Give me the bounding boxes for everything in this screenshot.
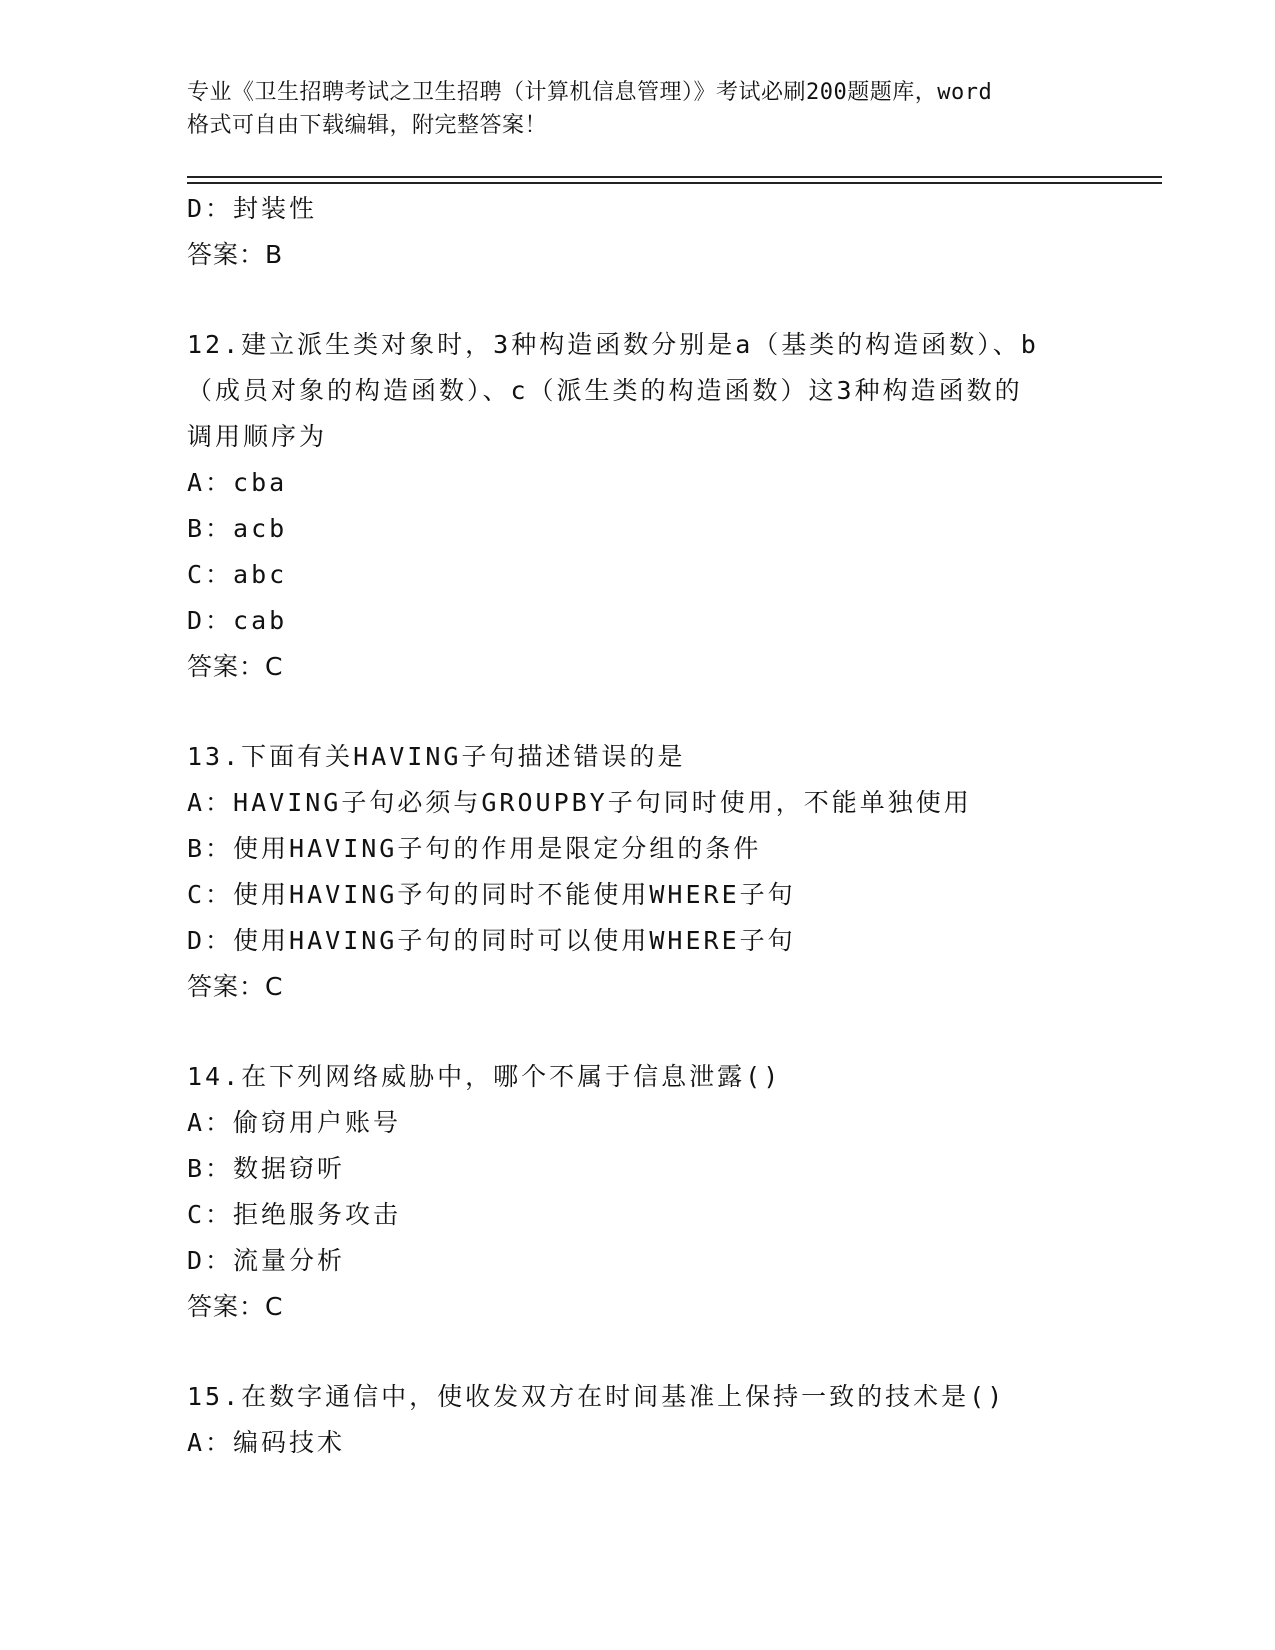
question-15	[187, 1374, 1087, 1466]
option-d: D：cab	[187, 606, 288, 635]
option-d: D：流量分析	[187, 1246, 346, 1275]
question-14	[187, 1054, 1087, 1330]
question-12	[187, 322, 1087, 690]
option-d: D：封装性	[187, 194, 318, 223]
answer-line: 答案：B	[187, 240, 284, 269]
question-spacer	[187, 278, 1087, 322]
question-content	[187, 186, 1087, 1466]
option-c: C：拒绝服务攻击	[187, 1200, 402, 1229]
option-c: C：使用HAVING予句的同时不能使用WHERE子句	[187, 880, 796, 909]
document-header	[187, 76, 1087, 142]
option-d: D：使用HAVING子句的同时可以使用WHERE子句	[187, 926, 796, 955]
header-divider-bottom	[187, 182, 1162, 184]
question-spacer	[187, 1010, 1087, 1054]
question-stem: 15.在数字通信中，使收发双方在时间基准上保持一致的技术是()	[187, 1382, 1006, 1411]
question-spacer	[187, 1330, 1087, 1374]
option-a: A：编码技术	[187, 1428, 346, 1457]
option-b: B：使用HAVING子句的作用是限定分组的条件	[187, 834, 762, 863]
question-13	[187, 734, 1087, 1010]
header-line-2: 格式可自由下载编辑，附完整答案！	[187, 113, 548, 138]
question-11-tail	[187, 186, 1087, 278]
header-divider-top	[187, 176, 1162, 178]
option-c: C：abc	[187, 560, 288, 589]
option-b: B：数据窃听	[187, 1154, 346, 1183]
question-stem-line-2: （成员对象的构造函数）、c（派生类的构造函数）这3种构造函数的	[187, 376, 1023, 405]
answer-line: 答案：C	[187, 972, 284, 1001]
question-stem: 14.在下列网络威胁中，哪个不属于信息泄露()	[187, 1062, 782, 1091]
question-spacer	[187, 690, 1087, 734]
option-a: A：偷窃用户账号	[187, 1108, 402, 1137]
question-stem: 13.下面有关HAVING子句描述错误的是	[187, 742, 686, 771]
header-line-1: 专业《卫生招聘考试之卫生招聘（计算机信息管理）》考试必刷200题题库，word	[187, 80, 993, 105]
answer-line: 答案：C	[187, 652, 284, 681]
question-stem-line-3: 调用顺序为	[187, 422, 328, 451]
option-a: A：cba	[187, 468, 288, 497]
answer-line: 答案：C	[187, 1292, 284, 1321]
option-a: A：HAVING子句必须与GROUPBY子句同时使用，不能单独使用	[187, 788, 972, 817]
option-b: B：acb	[187, 514, 288, 543]
question-stem-line-1: 12.建立派生类对象时，3种构造函数分别是a（基类的构造函数）、b	[187, 330, 1039, 359]
